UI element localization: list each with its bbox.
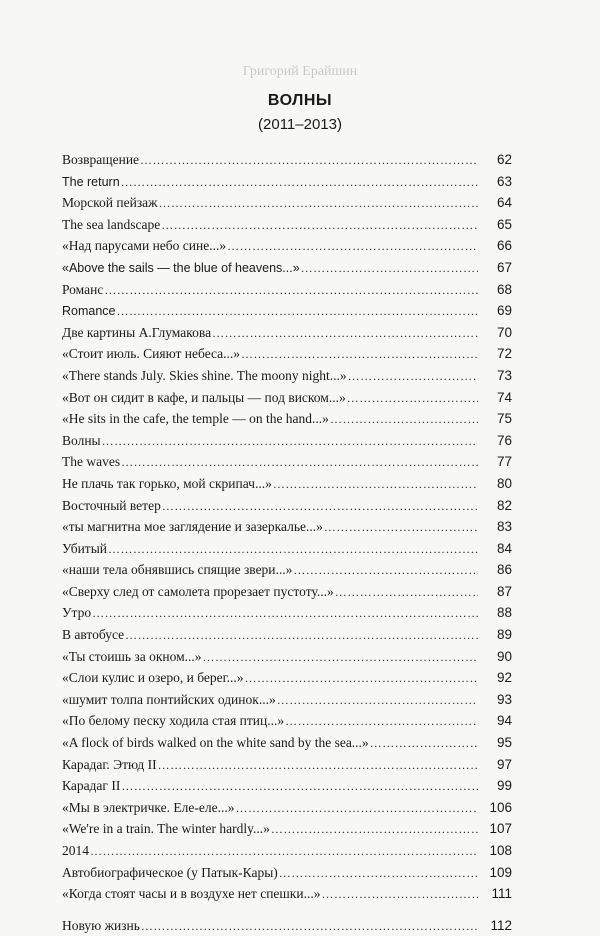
- toc-entry: [62, 408, 512, 430]
- toc-entry: [62, 473, 512, 495]
- toc-leader-dots: [347, 388, 478, 409]
- toc-leader-dots: [108, 539, 478, 560]
- toc-leader-dots: [161, 215, 478, 236]
- toc-entry: [62, 538, 512, 560]
- toc-leader-dots: [104, 280, 478, 301]
- toc-entry-page: 67: [496, 259, 512, 275]
- toc-entry-title: «Слои кулис и озеро, и берег...»: [62, 670, 244, 686]
- toc-entry-title: Волны: [62, 432, 101, 448]
- toc-entry: [62, 214, 512, 236]
- toc-entry: [62, 516, 512, 538]
- toc-entry-title: «Когда стоят часы и в воздухе нет спешки...»: [62, 886, 321, 902]
- toc-entry-title: Утро: [62, 605, 92, 621]
- toc-entry-page: 106: [489, 799, 512, 815]
- toc-entry-title: Новую жизнь: [62, 917, 140, 933]
- toc-leader-dots: [125, 625, 478, 646]
- toc-entry-page: 72: [496, 346, 512, 362]
- toc-entry: [62, 624, 512, 646]
- toc-entry: [62, 171, 512, 193]
- toc-entry-title: Не плачь так горько, мой скрипач...»: [62, 475, 272, 491]
- toc-entry-page: 109: [489, 864, 512, 880]
- toc-entry-page: 93: [496, 691, 512, 707]
- toc-leader-dots: [158, 193, 478, 214]
- toc-leader-dots: [241, 344, 478, 365]
- toc-entry: [62, 559, 512, 581]
- toc-entry-page: 86: [496, 562, 512, 578]
- toc-entry: [62, 387, 512, 409]
- toc-entry-title: Убитый: [62, 540, 107, 556]
- toc-leader-dots: [227, 236, 478, 257]
- toc-entry-page: 66: [496, 238, 512, 254]
- toc-entry: [62, 754, 512, 776]
- toc-leader-dots: [285, 711, 478, 732]
- toc-entry-title: «Над парусами небо сине...»: [62, 238, 227, 254]
- toc-leader-dots: [279, 863, 478, 884]
- toc-entry-title: В автобусе: [62, 627, 125, 643]
- toc-entry-title: 2014: [62, 843, 89, 858]
- toc-entry: [62, 279, 512, 301]
- toc-leader-dots: [121, 776, 478, 797]
- toc-entry-title: Морской пейзаж: [62, 195, 158, 211]
- toc-entry-title: The return: [62, 174, 120, 189]
- toc-entry-title: «Сверху след от самолета прорезает пустоту...»: [62, 583, 334, 599]
- toc-leader-dots: [117, 301, 479, 322]
- toc-entry-page: 97: [496, 756, 512, 772]
- toc-leader-dots: [277, 690, 478, 711]
- toc-entry: [62, 915, 512, 936]
- toc-entry-title: «шумит толпа понтийских одинок...»: [62, 691, 276, 707]
- toc-leader-dots: [162, 496, 478, 517]
- toc-leader-dots: [321, 884, 478, 905]
- toc-leader-dots: [271, 819, 478, 840]
- toc-entry-page: 73: [496, 367, 512, 383]
- toc-entry-title: Карадаг II: [62, 778, 121, 794]
- toc-leader-dots: [330, 409, 478, 430]
- section-years: (2011–2013): [258, 116, 342, 133]
- toc-leader-dots: [121, 452, 478, 473]
- toc-entry-page: 65: [496, 216, 512, 232]
- toc-entry-page: 76: [496, 432, 512, 448]
- toc-entry: [62, 775, 512, 797]
- toc-entry: [62, 581, 512, 603]
- toc-entry-page: 83: [496, 519, 512, 535]
- toc-entry-title: «Above the sails — the blue of heavens...»: [62, 260, 300, 275]
- toc-entry-page: 68: [496, 281, 512, 297]
- toc-leader-dots: [92, 603, 478, 624]
- toc-entry: [62, 818, 512, 840]
- toc-entry-page: 112: [490, 917, 512, 933]
- toc-entry: [62, 300, 512, 322]
- toc-entry-page: 89: [496, 627, 512, 643]
- toc-entry-title: Две картины А.Глумакова: [62, 324, 212, 340]
- toc-leader-dots: [90, 841, 478, 862]
- toc-entry: [62, 710, 512, 732]
- toc-leader-dots: [102, 431, 478, 452]
- toc-entry-title: «A flock of birds walked on the white sand by the sea...»: [62, 735, 369, 751]
- toc-leader-dots: [273, 474, 478, 495]
- toc-entry-title: «There stands July. Skies shine. The moony night...»: [62, 367, 347, 383]
- toc-entry-title: «Стоит июль. Сияют небеса...»: [62, 346, 241, 362]
- toc-entry-page: 75: [496, 411, 512, 427]
- toc-entry: [62, 257, 512, 279]
- toc-entry-title: Романс: [62, 281, 104, 297]
- toc-leader-dots: [140, 150, 478, 171]
- toc-leader-dots: [301, 258, 478, 279]
- toc-entry: [62, 840, 512, 862]
- table-of-contents: [62, 149, 512, 936]
- bleed-through-header: Григорий Ерайшин: [242, 64, 358, 79]
- toc-entry-title: «He sits in the cafe, the temple — on the hand...»: [62, 411, 329, 427]
- toc-entry-title: Карадаг. Этюд II: [62, 756, 157, 772]
- toc-entry: [62, 192, 512, 214]
- toc-entry-title: The waves: [62, 454, 121, 470]
- toc-entry-page: 63: [496, 173, 512, 189]
- toc-entry-title: «Вот он сидит в кафе, и пальцы — под виском...»: [62, 389, 346, 405]
- toc-entry-title: Автобиографическое (у Патык-Кары): [62, 864, 278, 880]
- toc-entry-page: 99: [496, 778, 512, 794]
- toc-entry: [62, 667, 512, 689]
- toc-leader-dots: [370, 733, 478, 754]
- toc-leader-dots: [335, 582, 478, 603]
- toc-entry: [62, 343, 512, 365]
- toc-entry-page: 77: [496, 454, 512, 470]
- toc-entry: [62, 689, 512, 711]
- section-title: ВОЛНЫ: [267, 92, 333, 109]
- toc-entry: [62, 862, 512, 884]
- toc-entry: [62, 732, 512, 754]
- toc-entry-title: «We're in a train. The winter hardly...»: [62, 821, 270, 837]
- toc-entry-page: 64: [496, 195, 512, 211]
- toc-entry-title: «наши тела обнявшись спящие звери...»: [62, 562, 293, 578]
- toc-entry-page: 74: [496, 389, 512, 405]
- toc-leader-dots: [293, 560, 478, 581]
- toc-entry-page: 111: [491, 886, 512, 902]
- toc-entry-page: 80: [496, 475, 512, 491]
- toc-entry: [62, 149, 512, 171]
- toc-leader-dots: [121, 172, 478, 193]
- toc-leader-dots: [141, 916, 478, 936]
- toc-entry-page: 62: [496, 152, 512, 167]
- toc-entry-page: 87: [496, 583, 512, 599]
- toc-entry-page: 88: [496, 605, 512, 621]
- toc-entry: [62, 797, 512, 819]
- toc-entry-page: 94: [496, 713, 512, 729]
- toc-entry-page: 92: [496, 670, 512, 686]
- toc-entry-page: 84: [496, 540, 512, 556]
- toc-leader-dots: [212, 323, 478, 344]
- toc-entry: [62, 883, 512, 905]
- toc-leader-dots: [324, 517, 478, 538]
- toc-entry-title: «Ты стоишь за окном...»: [62, 648, 202, 664]
- toc-entry-page: 107: [489, 821, 512, 837]
- toc-entry-page: 95: [496, 735, 512, 751]
- toc-leader-dots: [158, 755, 478, 776]
- toc-entry: [62, 495, 512, 517]
- toc-entry-page: 70: [496, 324, 512, 340]
- toc-entry: [62, 430, 512, 452]
- toc-leader-dots: [348, 366, 478, 387]
- toc-entry-title: «Мы в электричке. Еле-еле...»: [62, 799, 235, 815]
- toc-entry: [62, 365, 512, 387]
- toc-leader-dots: [203, 647, 478, 668]
- toc-entry-title: Возвращение: [62, 152, 140, 167]
- toc-entry-title: «ты магнитна мое заглядение и зазеркалье...»: [62, 519, 323, 535]
- toc-leader-dots: [245, 668, 478, 689]
- toc-entry-page: 108: [489, 843, 512, 858]
- toc-entry-page: 69: [496, 303, 512, 319]
- toc-entry-title: «По белому песку ходила стая птиц...»: [62, 713, 285, 729]
- toc-entry-page: 82: [496, 497, 512, 513]
- toc-leader-dots: [235, 798, 478, 819]
- toc-entry-title: Восточный ветер: [62, 497, 161, 513]
- toc-entry: [62, 646, 512, 668]
- toc-entry-title: The sea landscape: [62, 216, 161, 232]
- toc-entry: [62, 235, 512, 257]
- toc-entry: [62, 451, 512, 473]
- toc-entry-title: Romance: [62, 304, 116, 319]
- toc-entry: [62, 322, 512, 344]
- toc-entry: [62, 602, 512, 624]
- toc-entry-page: 90: [496, 648, 512, 664]
